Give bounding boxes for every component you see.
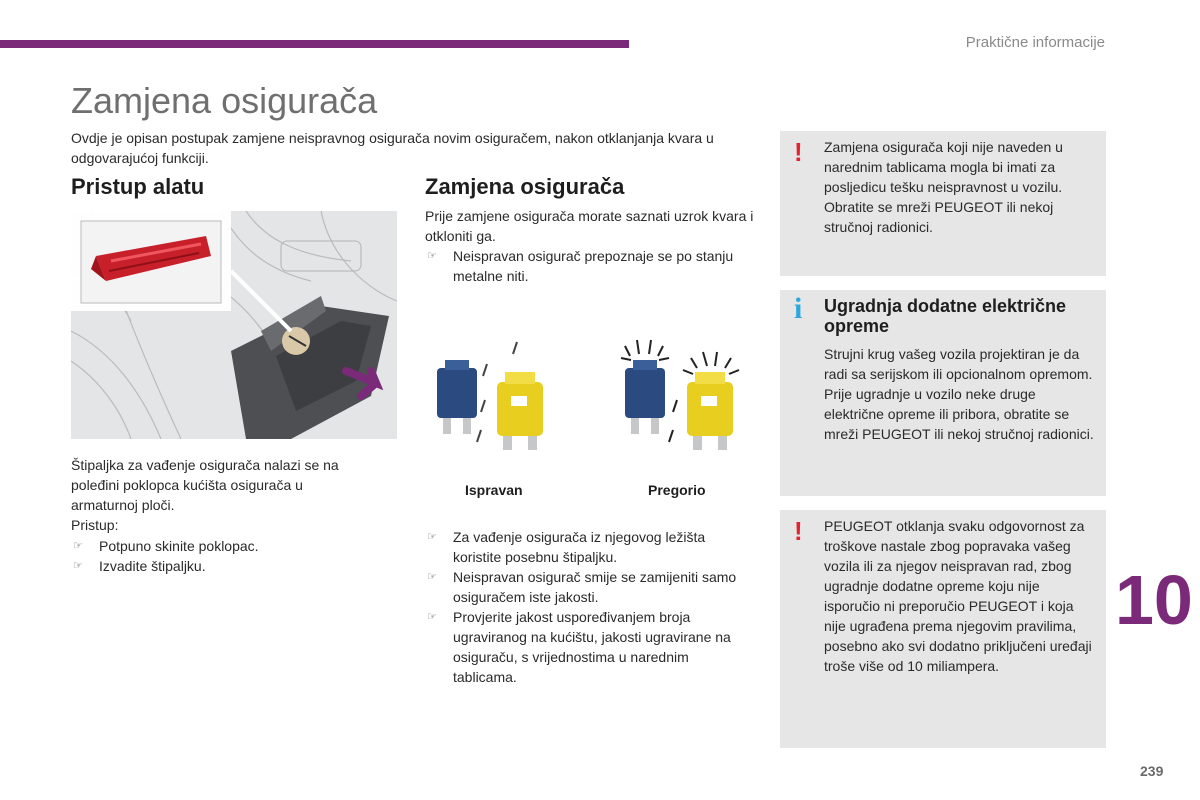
fuse-box-illustration [71,211,397,439]
good-fuse-pair [437,342,543,450]
header-accent-bar [0,40,629,48]
heading-fuse-replacement: Zamjena osigurača [425,174,625,199]
info-text: Strujni krug vašeg vozila projektiran je da radi sa serijskom ili opcionalnom opremom. Prije ugradnje u vozilo neke druge električne opreme ili pribora, obratite se mreži PEUGEOT ili nekoj stručnoj radionici. [824,346,1094,442]
warning-text: PEUGEOT otklanja svaku odgovornost za troškove nastale zbog popravaka vašeg vozila ili za njegov neispravan rad, zbog ugradnje dodatne opreme koju nije isporučio ni preporučio PEUGEOT i koja nije ugrađena prema njegovim pravilima, posebno ako svi dodatno priključeni uređaji troše više od 10 miliampera. [824,518,1092,674]
warning-box-liability [780,510,1106,748]
info-icon: i [794,292,803,325]
dashboard-drawing [71,211,397,439]
tool-location-caption [71,455,371,535]
replacement-steps-list [425,527,755,687]
page-number: 239 [1140,763,1164,779]
caption-text: Štipaljka za vađenje osigurača nalazi se na poleđini poklopca kućišta osigurača u armaturnoj ploči. [71,457,339,513]
page-title: Zamjena osigurača [71,80,378,121]
warning-icon: ! [794,516,803,546]
blown-fuse-pair [621,340,739,450]
fuse-label-blown: Pregorio [648,482,706,498]
heading-tool-access: Pristup alatu [71,174,205,199]
replacement-intro: Prije zamjene osigurača morate saznati uzrok kvara i otkloniti ga. [425,208,754,244]
list-item: ☞ Provjerite jakost uspoređivanjem broja ugraviranog na kućištu, jakosti ugravirane na osiguraču, s vrijednostima u narednim tablicama. [425,607,755,687]
access-label: Pristup: [71,517,119,533]
fuses-drawing [425,330,755,460]
chapter-number: 10 [1115,561,1193,639]
fuse-comparison-illustration [425,330,755,460]
list-item: ☞ Potpuno skinite poklopac. [71,536,371,556]
fuse-label-good: Ispravan [465,482,523,498]
info-title: Ugradnja dodatne električne opreme [824,296,1067,336]
section-title: Praktične informacije [965,34,1105,51]
list-item: ☞ Za vađenje osigurača iz njegovog ležišta koristite posebnu štipaljku. [425,527,755,567]
list-item: ☞ Neispravan osigurač smije se zamijeniti samo osiguračem iste jakosti. [425,567,755,607]
warning-icon: ! [794,137,803,167]
list-item: ☞ Izvadite štipaljku. [71,556,371,576]
access-steps-list [71,536,371,576]
info-box-additional-equipment [780,290,1106,496]
intro-paragraph: Ovdje je opisan postupak zamjene neispravnog osigurača novim osiguračem, nakon otklanjanja kvara u odgovarajućoj funkciji. [71,130,714,166]
list-item: ☞ Neispravan osigurač prepoznaje se po stanju metalne niti. [425,246,755,286]
fuse-check-list [425,246,755,286]
warning-box-unlisted-fuse [780,131,1106,276]
warning-text: Zamjena osigurača koji nije naveden u narednim tablicama mogla bi imati za posljedicu tešku neispravnost u vozilu. Obratite se mreži PEUGEOT ili nekoj stručnoj radionici. [824,139,1063,235]
